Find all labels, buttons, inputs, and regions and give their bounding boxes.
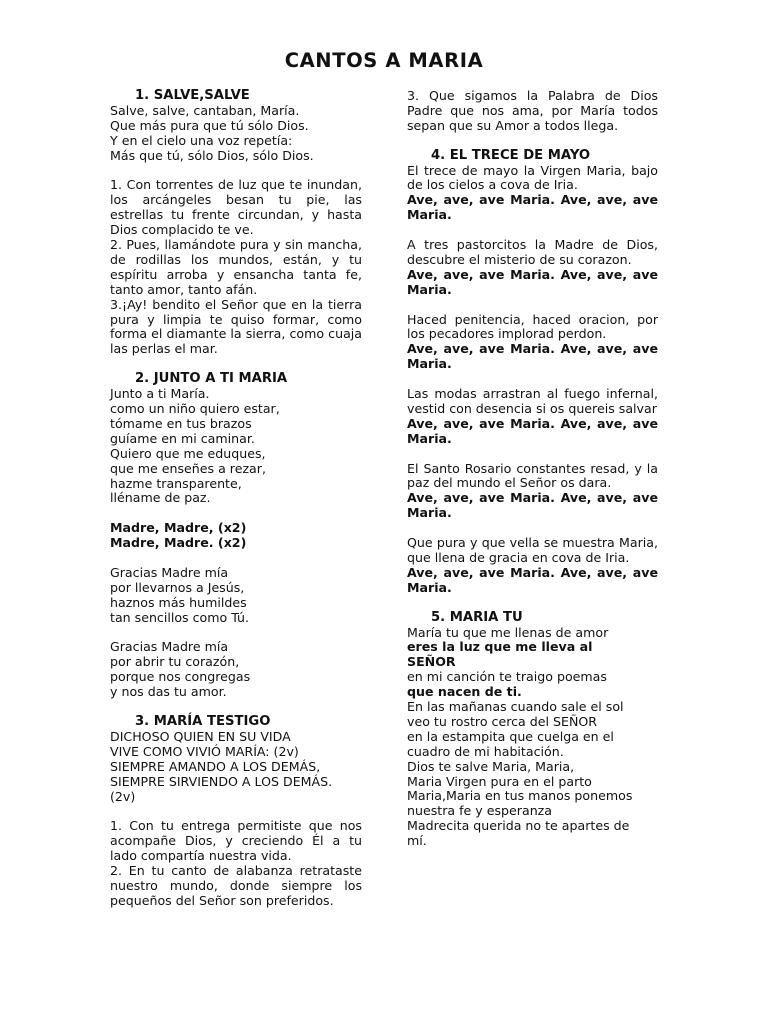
song-2-line: por abrir tu corazón, xyxy=(110,654,240,670)
song-3-chorus-line: SIEMPRE SIRVIENDO A LOS DEMÁS. xyxy=(110,773,333,789)
song-1-line: Y en el cielo una voz repetía: xyxy=(110,132,293,148)
song-4-refrain: Ave, ave, ave Maria. Ave, ave, ave Maria. xyxy=(407,341,658,372)
song-2-line: como un niño quiero estar, xyxy=(110,401,280,416)
song-4-refrain: Ave, ave, ave Maria. Ave, ave, ave Maria. xyxy=(407,192,658,223)
song-4-verse-1: El trece de mayo la Virgen Maria, bajo de los cielos a cova de Iria. xyxy=(407,162,658,193)
song-2-line: tan sencillos como Tú. xyxy=(110,609,249,625)
song-3-chorus-line: SIEMPRE AMANDO A LOS DEMÁS, xyxy=(110,758,321,774)
song-3-verse-3: 3. Que sigamos la Palabra de Dios Padre que nos ama, por María todos sepan que su Amor a todos llega. xyxy=(407,88,658,133)
song-2-chorus-line: Madre, Madre, (x2) xyxy=(110,520,247,536)
song-4-heading: 4. EL TRECE DE MAYO xyxy=(431,147,591,163)
song-1-line: Que más pura que tú sólo Dios. xyxy=(110,117,309,133)
song-2-chorus-line: Madre, Madre. (x2) xyxy=(110,535,247,551)
song-1-line: Más que tú, sólo Dios, sólo Dios. xyxy=(110,147,314,163)
song-1-verse-1: 1. Con torrentes de luz que te inundan, los arcángeles besan tu pie, las estrellas tu frente circundan, y hasta Dios complacido te ve. xyxy=(110,177,362,238)
left-column xyxy=(110,89,362,909)
song-3-chorus-line: (2v) xyxy=(110,788,136,804)
song-5-line: eres la luz que me lleva al SEÑOR xyxy=(407,639,593,670)
song-3-heading: 3. MARÍA TESTIGO xyxy=(135,713,271,729)
song-2-line: por llevarnos a Jesús, xyxy=(110,579,245,595)
right-column xyxy=(407,89,658,849)
song-2-line: haznos más humildes xyxy=(110,594,247,610)
song-3-verse-2: 2. En tu canto de alabanza retrataste nuestro mundo, donde siempre los pequeños del Señor son preferidos. xyxy=(110,863,362,908)
song-4-refrain: Ave, ave, ave Maria. Ave, ave, ave Maria. xyxy=(407,490,658,521)
song-2-line: hazme transparente, xyxy=(110,475,242,491)
song-2-line: Junto a ti María. xyxy=(110,386,210,402)
song-4-verse-4: Las modas arrastran al fuego infernal, vestid con desencia si os quereis salvar xyxy=(407,386,658,416)
song-3-chorus-line: DICHOSO QUIEN EN SU VIDA xyxy=(110,728,291,744)
song-5-line: Dios te salve Maria, Maria, xyxy=(407,758,575,774)
document-title: CANTOS A MARIA xyxy=(284,49,484,72)
song-2-line: guíame en mi caminar. xyxy=(110,430,255,446)
song-2-line: Quiero que me eduques, xyxy=(110,445,266,461)
song-3-chorus-line: VIVE COMO VIVIÓ MARÍA: (2v) xyxy=(110,743,299,759)
song-5-line: María tu que me llenas de amor xyxy=(407,624,609,640)
song-4-verse-6: Que pura y que vella se muestra Maria, que llena de gracia en cova de Iria. xyxy=(407,535,658,565)
song-1-line: Salve, salve, cantaban, María. xyxy=(110,102,300,118)
song-5-line: en mi canción te traigo poemas xyxy=(407,669,607,685)
song-2-line: Gracias Madre mía xyxy=(110,639,229,655)
song-4-refrain: Ave, ave, ave Maria. Ave, ave, ave Maria. xyxy=(407,564,658,595)
song-1-verse-3: 3.¡Ay! bendito el Señor que en la tierra pura y limpia te quiso formar, como forma el diamante la sierra, como cuaja las perlas el mar. xyxy=(110,296,362,357)
song-2-line: y nos das tu amor. xyxy=(110,684,227,700)
song-3-verse-1: 1. Con tu entrega permitiste que nos acompañe Dios, y creciendo Él a tu lado compartía nuestra vida. xyxy=(110,818,362,864)
song-5-line: En las mañanas cuando sale el sol xyxy=(407,699,624,715)
song-4-refrain: Ave, ave, ave Maria. Ave, ave, ave Maria. xyxy=(407,266,658,297)
song-5-line: que nacen de ti. xyxy=(407,684,522,700)
song-5-line: Maria,Maria en tus manos ponemos nuestra fe y esperanza xyxy=(407,788,633,819)
song-4-refrain: Ave, ave, ave Maria. Ave, ave, ave Maria. xyxy=(407,415,658,446)
song-4-verse-2: A tres pastorcitos la Madre de Dios, descubre el misterio de su corazon. xyxy=(407,237,658,267)
song-5-line: en la estampita que cuelga en el cuadro de mi habitación. xyxy=(407,728,614,759)
song-2-line: Gracias Madre mía xyxy=(110,564,229,580)
song-2-line: tómame en tus brazos xyxy=(110,415,252,431)
song-5-line: veo tu rostro cerca del SEÑOR xyxy=(407,713,598,729)
song-4-verse-5: El Santo Rosario constantes resad, y la paz del mundo el Señor os dara. xyxy=(407,460,658,491)
song-1-heading: 1. SALVE,SALVE xyxy=(135,88,250,103)
song-2-line: porque nos congregas xyxy=(110,669,251,685)
song-5-line: Madrecita querida no te apartes de mí. xyxy=(407,818,630,849)
song-5-line: Maria Virgen pura en el parto xyxy=(407,773,592,789)
song-2-line: que me enseñes a rezar, xyxy=(110,460,266,476)
song-5-heading: 5. MARIA TU xyxy=(431,609,523,625)
song-4-verse-3: Haced penitencia, haced oracion, por los pecadores implorad perdon. xyxy=(407,311,658,342)
song-2-line: lléname de paz. xyxy=(110,490,211,506)
song-2-heading: 2. JUNTO A TI MARIA xyxy=(135,371,288,387)
song-1-verse-2: 2. Pues, llamándote pura y sin mancha, de rodillas los mundos, están, y tu espíritu arroba y ensancha tanta fe, tanto amor, tanto afán. xyxy=(110,237,362,297)
